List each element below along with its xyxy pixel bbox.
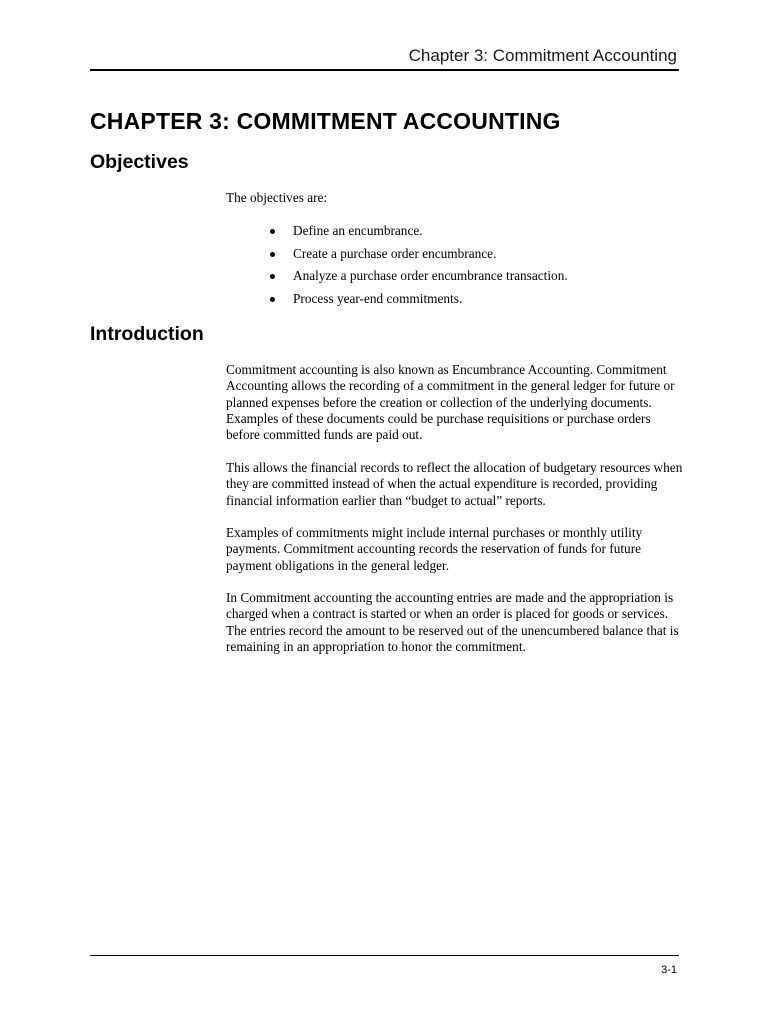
list-item-text: Create a purchase order encumbrance. [293,245,497,261]
list-item [226,291,568,314]
list-item [226,223,568,246]
objectives-heading: Objectives [90,151,189,173]
intro-paragraph: In Commitment accounting the accounting entries are made and the appropriation is charged when a contract is started or when an order is placed for goods or services. The entries record the amount to be reserved out of the unencumbered balance that is remaining in an appropriation to honor the commitment. [226,590,679,654]
intro-paragraph: Commitment accounting is also known as Encumbrance Accounting. Commitment Accounting allows the recording of a commitment in the general ledger for future or planned expenses before the creation or collection of the underlying documents. Examples of these documents could be purchase requisitions or purchase orders before committed funds are paid out. [226,362,675,443]
list-item [226,268,568,291]
intro-paragraph: This allows the financial records to reflect the allocation of budgetary resources when they are committed instead of when the actual expenditure is recorded, providing financial information earlier than “budget to actual” reports. [226,460,683,508]
list-item-text: Analyze a purchase order encumbrance transaction. [293,268,568,284]
bullet-icon [270,297,275,302]
page-number: 3-1 [661,964,677,976]
header-rule [90,69,679,71]
list-item [226,246,568,269]
list-item-text: Define an encumbrance. [293,223,423,238]
introduction-heading: Introduction [90,323,204,345]
bullet-icon [270,252,275,257]
chapter-title: CHAPTER 3: COMMITMENT ACCOUNTING [90,108,561,134]
bullet-icon [270,229,275,234]
running-header: Chapter 3: Commitment Accounting [408,46,677,65]
list-item-text: Process year-end commitments. [293,290,463,306]
intro-paragraph: Examples of commitments might include internal purchases or monthly utility payments. Commitment accounting records the reservation of funds for future payment obligations in the general ledger. [226,525,643,573]
objectives-list [226,223,568,313]
footer-rule [90,955,679,956]
bullet-icon [270,274,275,279]
objectives-intro: The objectives are: [226,190,328,205]
